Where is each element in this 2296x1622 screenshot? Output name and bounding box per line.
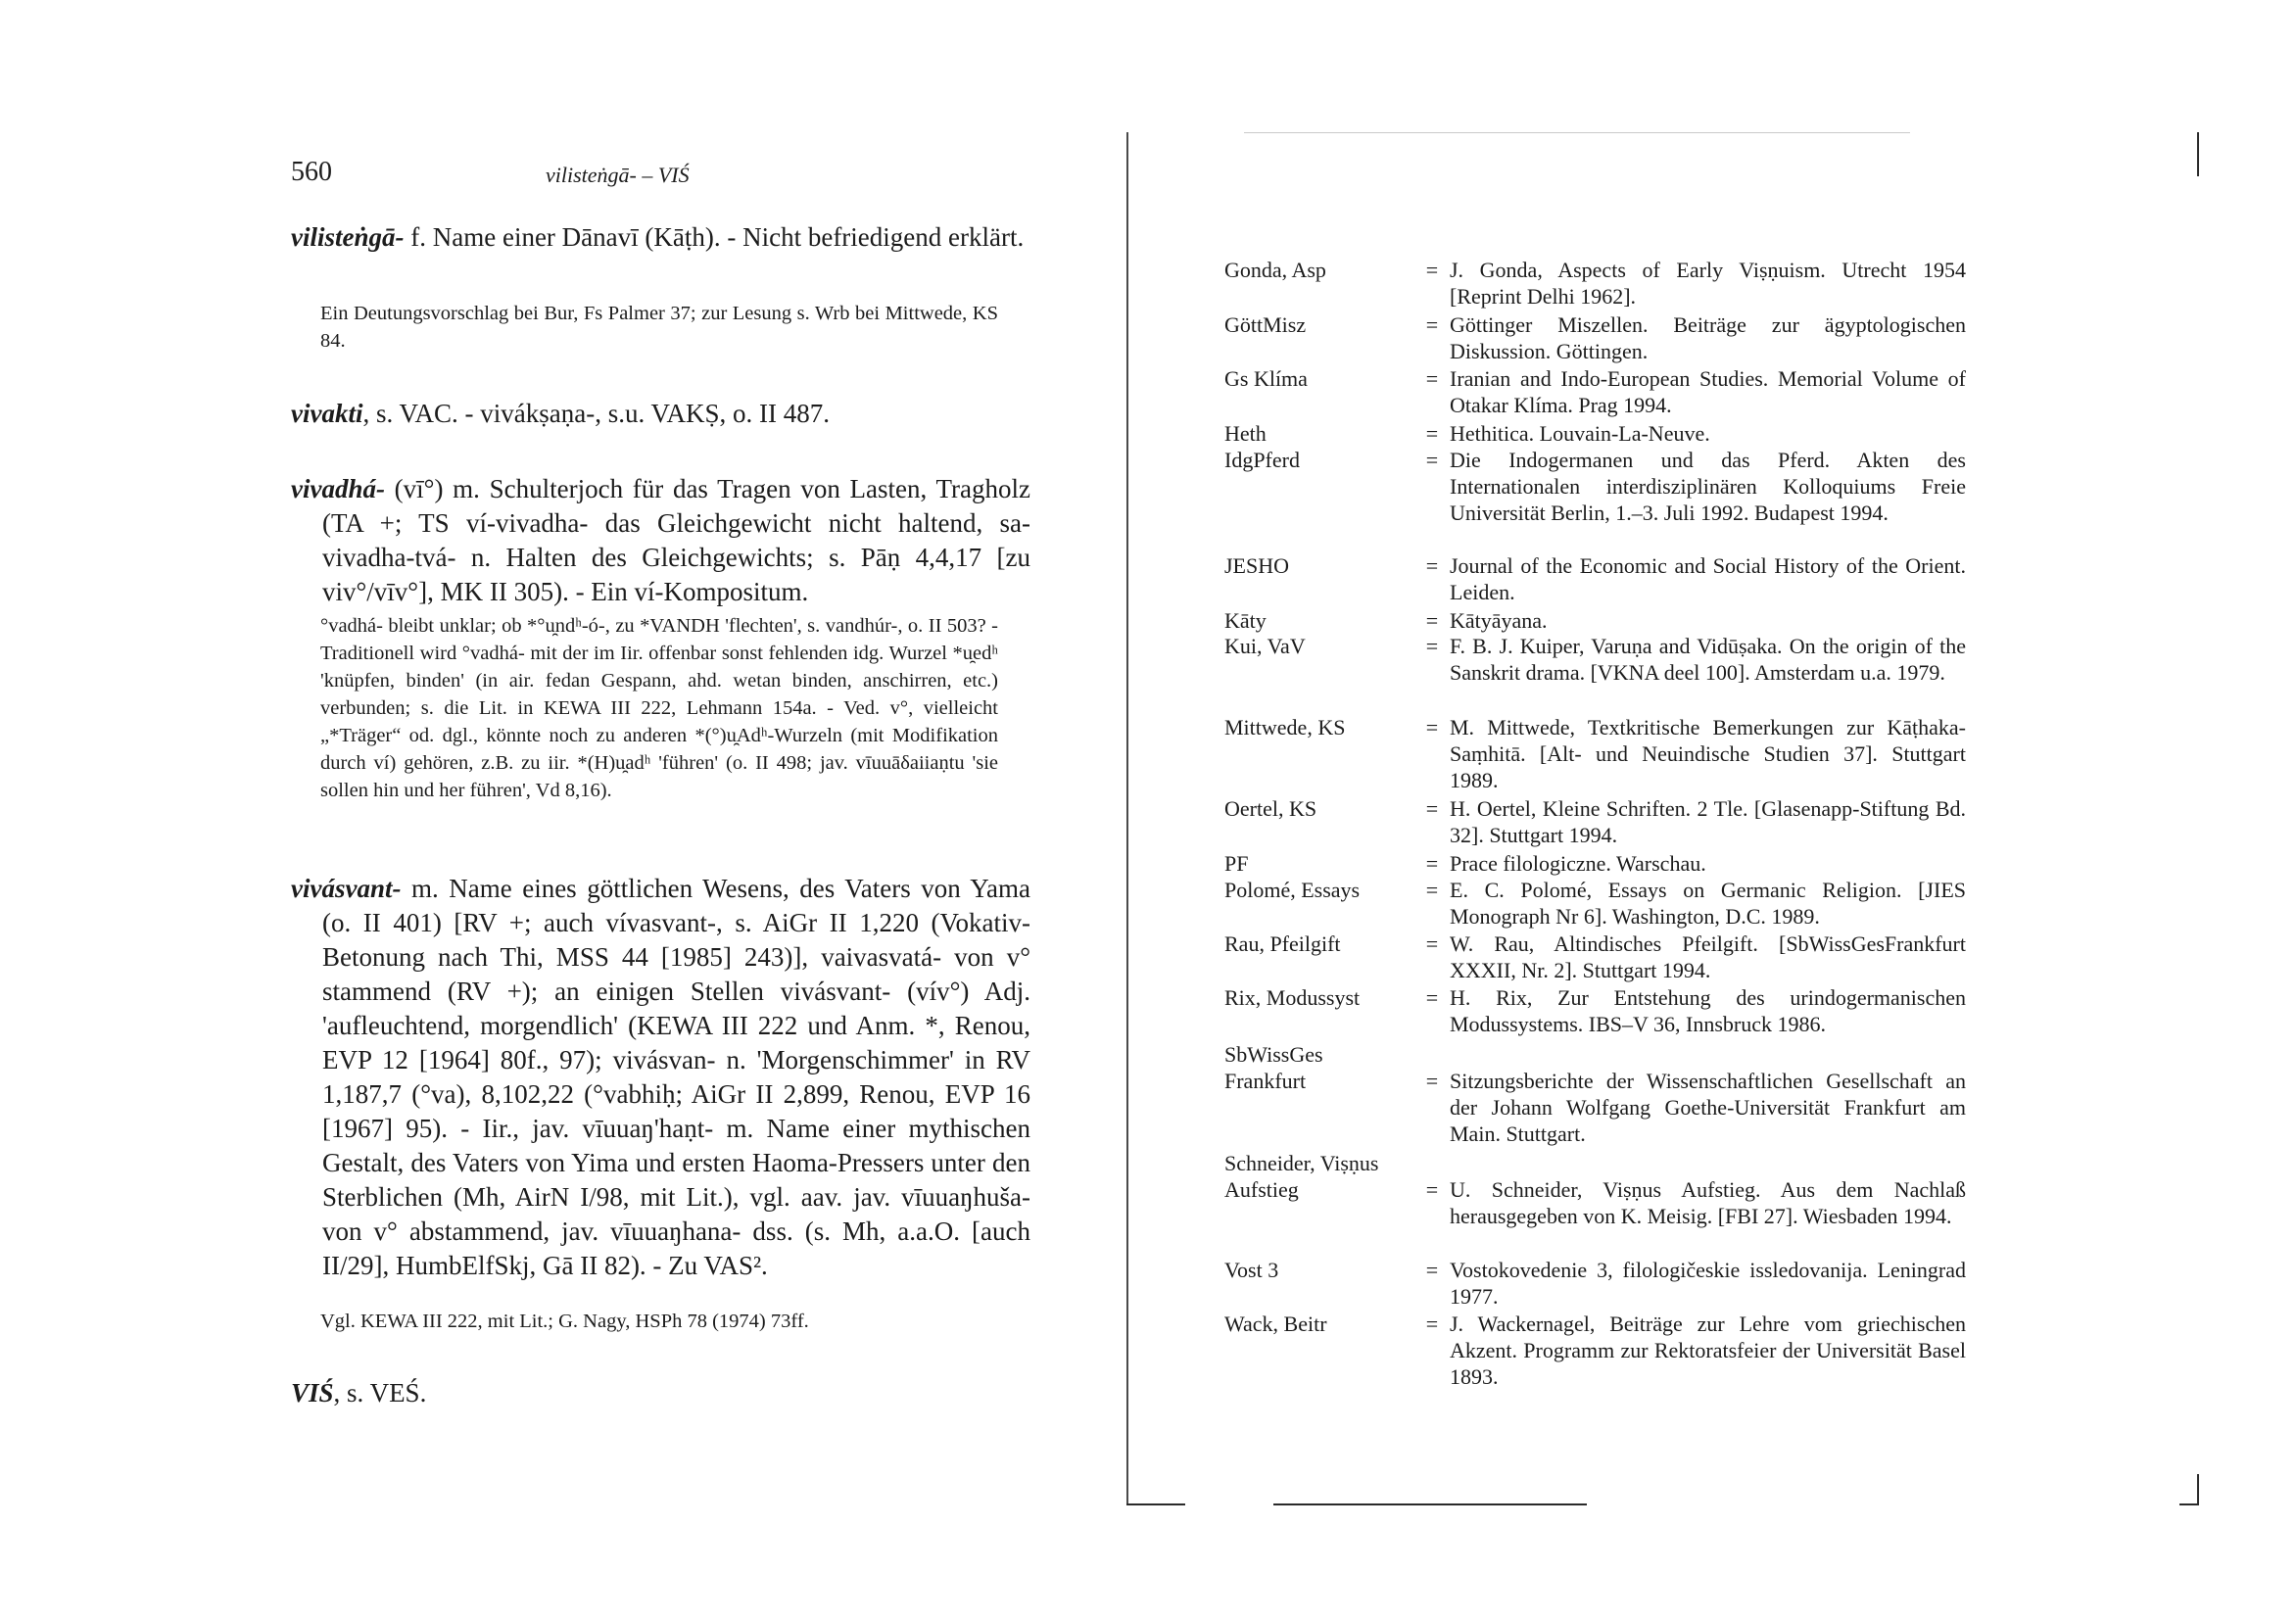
abbreviation-value: E. C. Polomé, Essays on Germanic Religion. [JIES Monograph Nr 6]. Washington, D.C. 1989. bbox=[1450, 878, 1966, 929]
abbreviation-value: W. Rau, Altindisches Pfeilgift. [SbWissGesFrankfurt XXXII, Nr. 2]. Stuttgart 1994. bbox=[1450, 931, 1966, 982]
abbreviation-value: Journal of the Economic and Social History of the Orient. Leiden. bbox=[1450, 553, 1966, 604]
abbreviation-value: Prace filologiczne. Warschau. bbox=[1450, 851, 1706, 876]
entry-note: Ein Deutungsvorschlag bei Bur, Fs Palmer 37; zur Lesung s. Wrb bei Mittwede, KS 84. bbox=[320, 303, 998, 352]
right-page bbox=[1126, 0, 2296, 1622]
abbreviation-value: H. Oertel, Kleine Schriften. 2 Tle. [Glasenapp-Stiftung Bd. 32]. Stuttgart 1994. bbox=[1450, 796, 1966, 847]
entry-lemma: VIŚ bbox=[291, 1378, 334, 1407]
entry-text: m. Name eines göttlichen Wesens, des Vaters von Yama (o. II 401) [RV +; auch vívasvant-, s. AiGr II 1,220 (Vokativ-Betonung nach Thi, MSS 44 [1985] 243)], vaivasvatá- von v° stammend (RV +); an einigen Stellen vivásvant- (vív°) Adj. 'aufleuchtend, morgendlich' (KEWA III 222 und Anm. *, Renou, EVP 12 [1964] 80f., 97); vivásvan- n. 'Morgenschimmer' in RV 1,187,7 (°va), 8,102,22 (°vabhiḥ; AiGr II 2,899, Renou, EVP 16 [1967] 95). - Iir., jav. vīuuaŋ'haṇt- m. Name einer mythischen Gestalt, des Vaters von Yima und ersten Haoma-Pressers unter den Sterblichen (Mh, AirN I/98, mit Lit.), vgl. aav. jav. vīuuaŋhuša- von v° abstammend, jav. vīuuaŋhana- dss. (s. Mh, a.a.O. [auch II/29], HumbElfSkj, Gā II 82). - Zu VAS². bbox=[322, 874, 1030, 1280]
abbreviation-key: Oertel, KS bbox=[1224, 796, 1317, 821]
crop-mark-top-right bbox=[2197, 132, 2199, 176]
equals-sign: = bbox=[1425, 448, 1439, 472]
equals-sign: = bbox=[1425, 608, 1439, 633]
abbreviation-value: Iranian and Indo-European Studies. Memorial Volume of Otakar Klíma. Prag 1994. bbox=[1450, 366, 1966, 417]
entry-lemma: vivakti bbox=[291, 399, 363, 428]
equals-sign: = bbox=[1425, 796, 1439, 821]
equals-sign: = bbox=[1425, 931, 1439, 956]
equals-sign: = bbox=[1425, 1177, 1439, 1202]
equals-sign: = bbox=[1425, 421, 1439, 446]
page-border-left bbox=[1126, 132, 1128, 1503]
abbreviation-key: Polomé, Essays bbox=[1224, 878, 1361, 902]
equals-sign: = bbox=[1425, 1258, 1439, 1282]
abbreviation-value: J. Gonda, Aspects of Early Viṣṇuism. Utrecht 1954 [Reprint Delhi 1962]. bbox=[1450, 258, 1966, 309]
abbreviation-key: Kui, VaV bbox=[1224, 634, 1306, 658]
entry-vivasvant bbox=[291, 872, 1030, 1283]
equals-sign: = bbox=[1425, 634, 1439, 658]
abbreviation-value: Kātyāyana. bbox=[1450, 608, 1548, 633]
entry-lemma: vivásvant- bbox=[291, 874, 402, 903]
abbreviation-value: J. Wackernagel, Beiträge zur Lehre vom griechischen Akzent. Programm zur Rektoratsfeier der Universität Basel 1893. bbox=[1450, 1312, 1966, 1389]
equals-sign: = bbox=[1425, 851, 1439, 876]
entry-text: (vī°) m. Schulterjoch für das Tragen von Lasten, Tragholz (TA +; TS ví-vivadha- das Gleichgewicht nicht haltend, sa-vivadha-tvá- n. Halten des Gleichgewichts; s. Pāṇ 4,4,17 [zu viv°/vīv°], MK II 305). - Ein ví-Kompositum. bbox=[322, 474, 1030, 606]
abbreviation-key: Schneider, Viṣṇus Aufstieg bbox=[1224, 1151, 1379, 1202]
equals-sign: = bbox=[1425, 878, 1439, 902]
abbreviation-value: U. Schneider, Viṣṇus Aufstieg. Aus dem Nachlaß herausgegeben von K. Meisig. [FBI 27]. Wiesbaden 1994. bbox=[1450, 1177, 1966, 1228]
entry-vis bbox=[291, 1376, 1030, 1410]
abbreviation-value: Vostokovedenie 3, filologičeskie issledovanija. Leningrad 1977. bbox=[1450, 1258, 1966, 1309]
running-title: vilisteṅgā- – VIŚ bbox=[546, 163, 690, 187]
abbreviation-key: JESHO bbox=[1224, 553, 1290, 578]
abbreviation-key: IdgPferd bbox=[1224, 448, 1300, 472]
abbreviation-key: Mittwede, KS bbox=[1224, 715, 1346, 739]
abbreviation-key: Rix, Modussyst bbox=[1224, 985, 1361, 1010]
abbreviation-key: Gs Klíma bbox=[1224, 366, 1308, 391]
abbreviation-value: Sitzungsberichte der Wissenschaftlichen Gesellschaft an der Johann Wolfgang Goethe-Universität Frankfurt am Main. Stuttgart. bbox=[1450, 1069, 1966, 1146]
running-head bbox=[291, 157, 690, 188]
equals-sign: = bbox=[1425, 366, 1439, 391]
abbreviation-key: SbWissGes Frankfurt bbox=[1224, 1042, 1323, 1093]
entry-lemma: vivadhá- bbox=[291, 474, 385, 503]
entry-note: °vadhá- bleibt unklar; ob *°u̯ndʰ-ó-, zu *VANDH 'flechten', s. vandhúr-, o. II 503? - Traditionell wird °vadhá- mit der im Iir. offenbar sonst fehlenden idg. Wurzel *u̯edʰ 'knüpfen, binden' (in air. fedan Gespann, ahd. wetan binden, anschirren, etc.) verbunden; s. die Lit. in KEWA III 222, Lehmann 154a. - Ved. v°, vielleicht „*Träger“ od. dgl., könnte noch zu anderen *(°)u̯Adʰ-Wurzeln (mit Modifikation durch ví) gehören, z.B. zu iir. *(H)u̯adʰ 'führen' (o. II 498; jav. vīuuāδaiiaṇtu 'sie sollen hin und her führen', Vd 8,16). bbox=[320, 615, 998, 801]
abbreviation-value: H. Rix, Zur Entstehung des urindogermanischen Modussystems. IBS–V 36, Innsbruck 1986. bbox=[1450, 985, 1966, 1036]
abbreviation-key: GöttMisz bbox=[1224, 312, 1307, 337]
entry-note: Vgl. KEWA III 222, mit Lit.; G. Nagy, HSPh 78 (1974) 73ff. bbox=[320, 1311, 809, 1332]
abbreviation-key: Vost 3 bbox=[1224, 1258, 1279, 1282]
entry-text: , s. VEŚ. bbox=[333, 1378, 427, 1407]
equals-sign: = bbox=[1425, 985, 1439, 1010]
equals-sign: = bbox=[1425, 1069, 1439, 1093]
equals-sign: = bbox=[1425, 553, 1439, 578]
abbreviation-key: Gonda, Asp bbox=[1224, 258, 1326, 282]
entry-lemma: vilisteṅgā- bbox=[291, 222, 405, 252]
equals-sign: = bbox=[1425, 258, 1439, 282]
entry-vivadha bbox=[291, 472, 1030, 609]
abbreviation-value: F. B. J. Kuiper, Varuṇa and Vidūṣaka. On the origin of the Sanskrit drama. [VKNA deel 100]. Amsterdam u.a. 1979. bbox=[1450, 634, 1966, 685]
equals-sign: = bbox=[1425, 715, 1439, 739]
page-border-top bbox=[1244, 132, 1910, 133]
crop-mark-bottom-right bbox=[2179, 1503, 2199, 1505]
equals-sign: = bbox=[1425, 312, 1439, 337]
abbreviation-key: Rau, Pfeilgift bbox=[1224, 931, 1341, 956]
entry-text: f. Name einer Dānavī (Kāṭh). - Nicht befriedigend erklärt. bbox=[404, 222, 1025, 252]
abbreviation-value: Die Indogermanen und das Pferd. Akten des Internationalen interdisziplinären Kolloquiums Freie Universität Berlin, 1.–3. Juli 1992. Budapest 1994. bbox=[1450, 448, 1966, 525]
abbreviation-key: PF bbox=[1224, 851, 1249, 876]
abbreviation-key: Wack, Beitr bbox=[1224, 1312, 1327, 1336]
abbreviation-value: M. Mittwede, Textkritische Bemerkungen zur Kāṭhaka-Saṃhitā. [Alt- und Neuindische Studien 37]. Stuttgart 1989. bbox=[1450, 715, 1966, 792]
entry-text: , s. VAC. - vivákṣaṇa-, s.u. VAKṢ, o. II 487. bbox=[362, 399, 831, 428]
page-border-bottom-left bbox=[1126, 1503, 1185, 1505]
abbreviation-value: Göttinger Miszellen. Beiträge zur ägyptologischen Diskussion. Göttingen. bbox=[1450, 312, 1966, 363]
page-number: 560 bbox=[291, 157, 332, 187]
abbreviation-value: Hethitica. Louvain-La-Neuve. bbox=[1450, 421, 1710, 446]
page-border-bottom bbox=[1273, 1503, 1587, 1505]
abbreviation-key: Kāty bbox=[1224, 608, 1267, 633]
left-page bbox=[0, 0, 1126, 1622]
abbreviation-key: Heth bbox=[1224, 421, 1267, 446]
entry-vilistenga bbox=[291, 220, 1030, 255]
crop-mark-bottom-right-vertical bbox=[2197, 1474, 2199, 1505]
entry-vivakti bbox=[291, 397, 1030, 431]
equals-sign: = bbox=[1425, 1312, 1439, 1336]
